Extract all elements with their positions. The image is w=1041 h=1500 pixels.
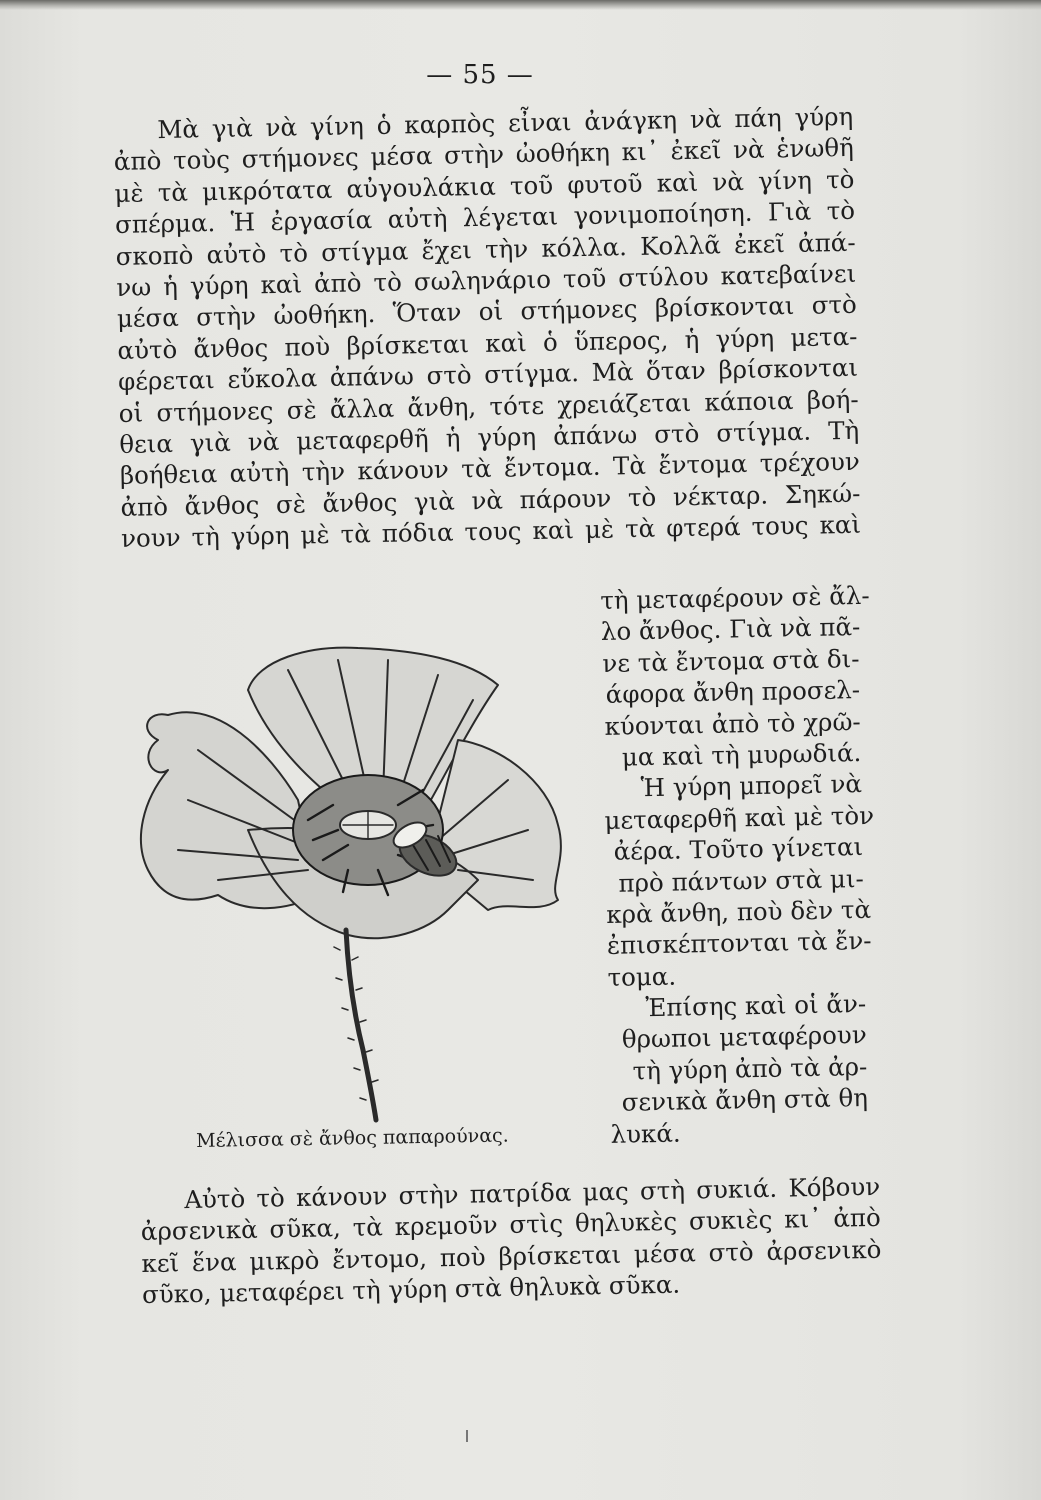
side-paragraph [600,580,875,1150]
text-line: σκοπὸ αὐτὸ τὸ στίγμα ἔχει τὴν κόλλα. Κολλᾶ ἐκεῖ ἀπά- [115,227,856,271]
bee-on-poppy-illustration [128,630,598,1130]
text-line: βοήθεια αὐτὴ τὴν κάνουν τὰ ἔντομα. Τὰ ἔντομα τρέχουν [119,447,861,491]
text-line: νε τὰ ἔντομα στὰ δι- [602,643,860,678]
text-line: Ἡ γύρη μπορεῖ νὰ [640,769,863,803]
text-line: μεταφερθῆ καὶ μὲ τὸν [604,800,875,835]
text-line: ἀρσενικὰ σῦκα, τὰ κρεμοῦν στὶς θηλυκὲς συκιὲς κι᾽ ἀπὸ [140,1203,882,1247]
text-line: κύονται ἀπὸ τὸ χρῶ- [604,706,861,741]
text-line: λο ἄνθος. Γιὰ νὰ πᾶ- [600,612,861,647]
text-line: κεῖ ἕνα μικρὸ ἔντομο, ποὺ βρίσκεται μέσα στὸ ἀρσενικὸ [141,1234,882,1278]
text-line: ἀπὸ ἄνθος σὲ ἄνθος γιὰ νὰ πάρουν τὸ νέκταρ. Σηκώ- [120,478,861,522]
closing-paragraph [140,1171,882,1311]
text-line: κρὰ ἄνθη, ποὺ δὲν τὰ [606,894,872,929]
text-line: νω ἡ γύρη καὶ ἀπὸ τὸ σωληνάριο τοῦ στύλου κατεβαίνει [116,258,857,302]
text-line: νουν τὴ γύρη μὲ τὰ πόδια τους καὶ μὲ τὰ φτερά τους καὶ [120,509,862,553]
text-line: τὴ μεταφέρουν σὲ ἄλ- [600,580,870,615]
text-line: σῦκο, μεταφέρει τὴ γύρη στὰ θηλυκὰ σῦκα. [141,1269,681,1310]
text-line: αὐτὸ ἄνθος ποὺ βρίσκεται καὶ ὁ ὕπερος, ἡ γύρη μετα- [117,321,858,365]
text-line: τὴ γύρη ἀπὸ τὰ ἀρ- [632,1051,868,1086]
text-line: πρὸ πάντων στὰ μι- [618,863,864,898]
printer-mark [466,1430,468,1442]
text-line: Μὰ γιὰ νὰ γίνη ὁ καρπὸς εἶναι ἀνάγκη νὰ πάη γύρη [157,101,854,145]
text-line: μὲ τὰ μικρότατα αὐγουλάκια τοῦ φυτοῦ καὶ νὰ γίνη τὸ [114,164,855,208]
text-line: φέρεται εὔκολα ἀπάνω στὸ στίγμα. Μὰ ὅταν βρίσκονται [117,352,859,397]
text-line: ἐπισκέπτονται τὰ ἔν- [606,926,872,961]
text-line: θρωποι μεταφέρουν [621,1020,867,1055]
text-line: τομα. [607,961,677,992]
text-line: λυκά. [610,1118,681,1149]
text-line: θεια γιὰ νὰ μεταφερθῆ ἡ γύρη ἀπάνω στὸ στίγμα. Τὴ [119,415,860,459]
text-line: ἀέρα. Τοῦτο γίνεται [613,832,864,866]
main-paragraph [113,101,861,555]
figure-caption: Μέλισσα σὲ ἄνθος παπαρούνας. [196,1124,509,1152]
text-line: Ἐπίσης καὶ οἱ ἄν- [645,989,867,1023]
text-line: σπέρμα. Ἡ ἐργασία αὐτὴ λέγεται γονιμοποίηση. Γιὰ τὸ [114,195,856,240]
page-top-shadow [0,0,1041,10]
text-line: οἱ στήμονες σὲ ἄλλα ἄνθη, τότε χρειάζεται κάποια βοή- [118,384,859,428]
text-line: Αὐτὸ τὸ κάνουν στὴν πατρίδα μας στὴ συκιά. Κόβουν [184,1171,881,1215]
text-line: σενικὰ ἄνθη στὰ θη [621,1083,869,1117]
text-line: ἀπὸ τοὺς στήμονες μέσα στὴν ὠοθήκη κι᾽ ἐκεῖ νὰ ἑνωθῆ [113,133,855,177]
text-line: μέσα στὴν ὠοθήκη. Ὅταν οἱ στήμονες βρίσκονται στὸ [116,290,858,334]
text-line: άφορα ἄνθη προσελ- [605,675,861,710]
page-number: — 55 — [426,60,534,90]
text-line: μα καὶ τὴ μυρωδιά. [621,737,862,772]
